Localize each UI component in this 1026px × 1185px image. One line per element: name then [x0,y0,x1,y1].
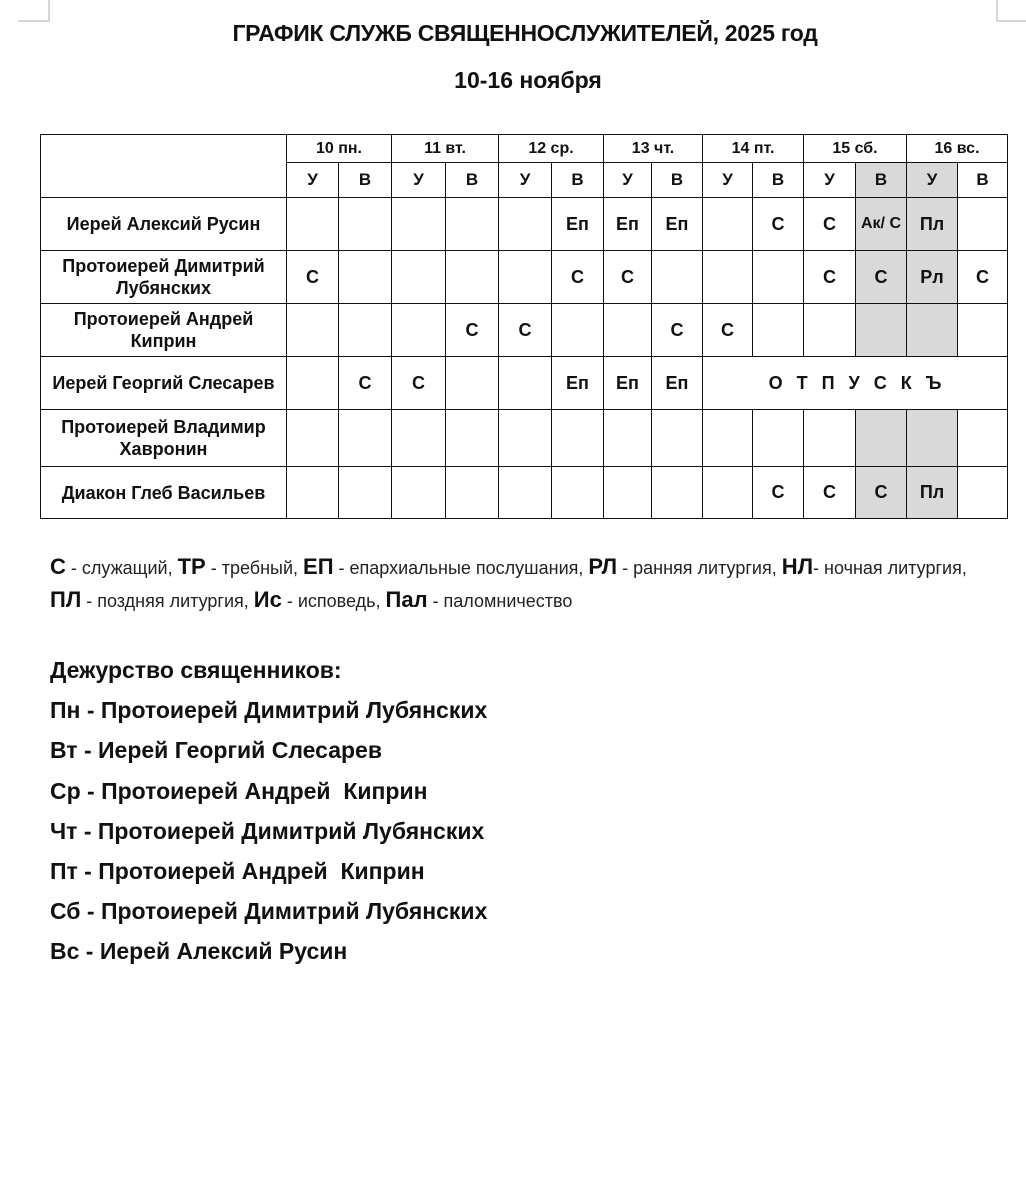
schedule-cell [552,410,604,467]
day-header: 12 ср. [499,135,604,163]
legend-abbreviation: ПЛ [50,587,82,612]
schedule-cell [552,304,604,357]
schedule-cell: С [499,304,552,357]
schedule-cell [287,304,339,357]
clergy-name: Протоиерей Владимир Хавронин [41,410,287,467]
clergy-name: Диакон Глеб Васильев [41,467,287,519]
duty-list [50,650,487,972]
schedule-cell [446,410,499,467]
schedule-cell [652,410,703,467]
morning-service-header: У [287,163,339,198]
schedule-cell [446,467,499,519]
legend-abbreviation: РЛ [588,554,618,579]
schedule-cell [604,304,652,357]
schedule-cell [499,410,552,467]
evening-service-header: В [339,163,392,198]
legend [50,551,1000,617]
legend-description: - ночная литургия, [813,558,967,578]
schedule-cell [392,251,446,304]
schedule-cell [287,410,339,467]
schedule-cell [907,304,958,357]
schedule-cell: Еп [652,357,703,410]
morning-service-header: У [907,163,958,198]
legend-abbreviation: НЛ [781,554,814,579]
schedule-cell [339,467,392,519]
schedule-cell [703,251,753,304]
clergy-name: Иерей Алексий Русин [41,198,287,251]
schedule-cell [958,304,1008,357]
schedule-cell [392,304,446,357]
schedule-cell: С [339,357,392,410]
table-row [41,251,1008,304]
morning-service-header: У [392,163,446,198]
day-header: 15 сб. [804,135,907,163]
schedule-cell [703,410,753,467]
morning-service-header: У [604,163,652,198]
schedule-cell [753,304,804,357]
schedule-cell [703,198,753,251]
schedule-cell [604,410,652,467]
clergy-name: Протоиерей Димитрий Лубянских [41,251,287,304]
legend-abbreviation: С [50,554,66,579]
schedule-cell [652,467,703,519]
page-corner-mark-right [996,0,1026,22]
duty-item: Вт - Иерей Георгий Слесарев [50,737,382,764]
schedule-cell [446,251,499,304]
schedule-cell [907,410,958,467]
schedule-cell [499,357,552,410]
schedule-cell [652,251,703,304]
schedule-cell: С [287,251,339,304]
schedule-cell: Пл [907,467,958,519]
schedule-cell: С [856,467,907,519]
schedule-cell [287,357,339,410]
schedule-cell [856,304,907,357]
schedule-cell [804,410,856,467]
schedule-cell: С [652,304,703,357]
morning-service-header: У [804,163,856,198]
legend-description: - епархиальные послушания, [333,558,589,578]
schedule-cell: Рл [907,251,958,304]
duty-item: Чт - Протоиерей Димитрий Лубянских [50,817,485,844]
evening-service-header: В [856,163,907,198]
vacation-cell: ОТПУСКЪ [703,357,1008,410]
table-row [41,357,1008,410]
schedule-cell [392,410,446,467]
schedule-cell [499,251,552,304]
schedule-cell [499,467,552,519]
morning-service-header: У [499,163,552,198]
document-title: ГРАФИК СЛУЖБ СВЯЩЕННОСЛУЖИТЕЛЕЙ, 2025 год [232,20,818,46]
schedule-cell: С [552,251,604,304]
schedule-cell: Пл [907,198,958,251]
schedule-cell: С [753,198,804,251]
duty-heading: Дежурство священников: [50,657,342,683]
clergy-name: Протоиерей Андрей Киприн [41,304,287,357]
legend-abbreviation: ЕП [303,554,334,579]
schedule-cell [604,467,652,519]
evening-service-header: В [552,163,604,198]
legend-description: - служащий, [65,558,178,578]
legend-description: - поздняя литургия, [81,591,254,611]
schedule-cell [392,467,446,519]
schedule-cell: С [958,251,1008,304]
schedule-cell: С [856,251,907,304]
schedule-cell: Еп [552,198,604,251]
schedule-cell [287,467,339,519]
clergy-name: Иерей Георгий Слесарев [41,357,287,410]
evening-service-header: В [958,163,1008,198]
evening-service-header: В [753,163,804,198]
schedule-cell [753,251,804,304]
schedule-cell [856,410,907,467]
schedule-cell: Ак/ С [856,198,907,251]
page-corner-mark-left [18,0,50,22]
legend-description: - паломничество [427,591,573,611]
duty-item: Вс - Иерей Алексий Русин [50,938,348,965]
schedule-table [40,134,1008,519]
table-row [41,410,1008,467]
schedule-cell [339,198,392,251]
evening-service-header: В [652,163,703,198]
schedule-cell: С [604,251,652,304]
schedule-cell: С [446,304,499,357]
schedule-cell: С [392,357,446,410]
morning-service-header: У [703,163,753,198]
schedule-cell: С [804,198,856,251]
table-row [41,467,1008,519]
schedule-cell [552,467,604,519]
schedule-cell [958,198,1008,251]
schedule-cell [703,467,753,519]
legend-abbreviation: ТР [177,554,206,579]
day-header: 14 пт. [703,135,804,163]
schedule-cell [499,198,552,251]
day-header: 13 чт. [604,135,703,163]
day-header: 10 пн. [287,135,392,163]
duty-item: Пт - Протоиерей Андрей Киприн [50,858,425,885]
schedule-cell [753,410,804,467]
header-corner-cell [41,135,287,198]
schedule-cell [958,467,1008,519]
schedule-cell: С [804,251,856,304]
schedule-cell [804,304,856,357]
header-row-days [41,135,1008,163]
document-subtitle: 10-16 ноября [454,67,602,93]
evening-service-header: В [446,163,499,198]
schedule-cell: Еп [604,198,652,251]
schedule-cell [958,410,1008,467]
table-row [41,198,1008,251]
duty-item: Пн - Протоиерей Димитрий Лубянских [50,697,488,724]
duty-item: Ср - Протоиерей Андрей Киприн [50,777,428,804]
schedule-cell: Еп [604,357,652,410]
schedule-cell [446,198,499,251]
day-header: 11 вт. [392,135,499,163]
day-header: 16 вс. [907,135,1008,163]
schedule-cell: С [703,304,753,357]
duty-item: Сб - Протоиерей Димитрий Лубянских [50,898,488,925]
schedule-cell: Еп [552,357,604,410]
schedule-cell [339,304,392,357]
schedule-cell: С [753,467,804,519]
legend-abbreviation: Ис [253,587,282,612]
legend-abbreviation: Пал [385,587,428,612]
table-row [41,304,1008,357]
schedule-cell [392,198,446,251]
legend-description: - исповедь, [281,591,386,611]
schedule-cell: С [804,467,856,519]
schedule-cell [339,410,392,467]
schedule-cell [339,251,392,304]
legend-description: - ранняя литургия, [617,558,782,578]
schedule-cell [287,198,339,251]
legend-description: - требный, [205,558,304,578]
schedule-cell [446,357,499,410]
schedule-cell: Еп [652,198,703,251]
